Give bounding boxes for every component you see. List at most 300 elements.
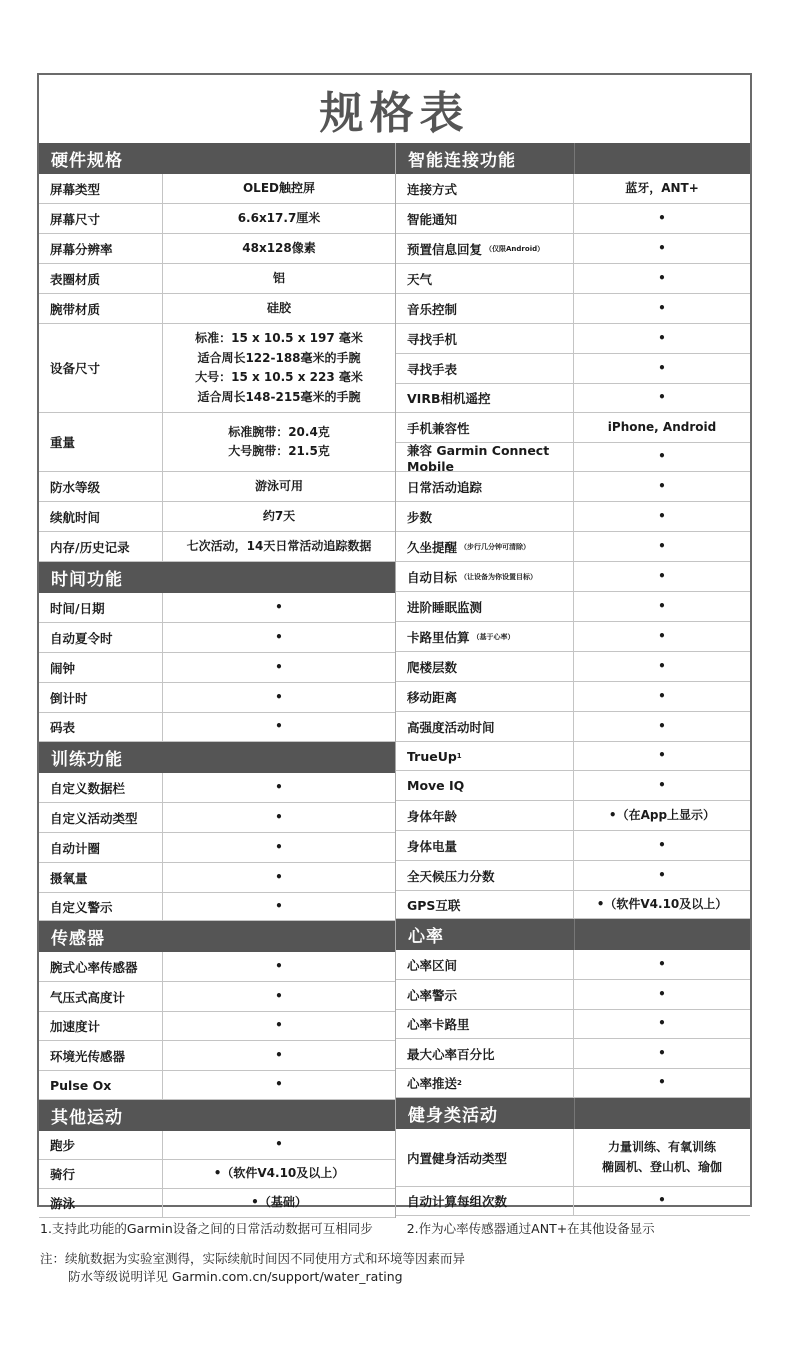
spec-value: [163, 893, 395, 920]
spec-row: [39, 713, 395, 742]
spec-value-lines: [195, 329, 363, 407]
spec-value: [574, 1187, 750, 1215]
spec-value: [574, 1010, 750, 1038]
spec-value-line: 标准腕带：20.4克: [228, 424, 330, 439]
supported-dot: •: [658, 688, 666, 703]
section-header: [39, 921, 395, 952]
spec-label-text: 腕带材质: [50, 301, 101, 317]
spec-row: [396, 950, 750, 980]
spec-row: [396, 384, 750, 413]
spec-value: [163, 1041, 395, 1070]
spec-value: [574, 354, 750, 383]
spec-row: [396, 294, 750, 324]
supported-dot: •: [658, 718, 666, 733]
supported-dot: •: [658, 478, 666, 493]
spec-row: [396, 652, 750, 682]
spec-value-text: •（在App上显示）: [608, 807, 716, 822]
spec-value: [574, 532, 750, 561]
spec-value-text: 48x128像素: [242, 240, 316, 255]
spec-label: [396, 801, 574, 830]
supported-dot: •: [275, 1137, 283, 1152]
spec-value: [574, 771, 750, 800]
spec-label: [39, 833, 163, 862]
spec-row: [39, 174, 395, 204]
spec-value: [163, 234, 395, 263]
header-divider: [574, 143, 575, 174]
spec-row: [396, 562, 750, 592]
spec-value: [163, 623, 395, 652]
spec-label-text: 重量: [50, 435, 76, 450]
spec-label: [396, 891, 574, 918]
spec-label: [39, 413, 163, 471]
spec-value: [574, 891, 750, 918]
spec-label: [396, 562, 574, 591]
supported-dot: •: [275, 898, 283, 913]
spec-value: [163, 532, 395, 561]
spec-label-text: 内置健身活动类型: [407, 1150, 508, 1166]
spec-row: [39, 294, 395, 324]
spec-row: [396, 1187, 750, 1216]
spec-label-text: 屏幕分辨率: [50, 241, 113, 257]
spec-label: [39, 623, 163, 652]
spec-row: [39, 502, 395, 532]
spec-label-text: 日常活动追踪: [407, 479, 483, 495]
spec-value: [163, 1131, 395, 1159]
spec-label-text: VIRB相机遥控: [407, 391, 491, 406]
supported-dot: •: [658, 240, 666, 255]
spec-label-text: 腕式心率传感器: [50, 959, 138, 975]
spec-label-text: 爬楼层数: [407, 659, 458, 675]
section-title: 时间功能: [51, 570, 123, 590]
spec-label-text: 加速度计: [50, 1019, 101, 1034]
spec-row: [39, 324, 395, 413]
spec-label-text: Pulse Ox: [50, 1077, 112, 1093]
spec-row: [39, 1131, 395, 1160]
spec-label-text: 闹钟: [50, 660, 76, 676]
supported-dot: •: [275, 659, 283, 674]
spec-row: [396, 801, 750, 831]
spec-value: [574, 622, 750, 651]
supported-dot: •: [658, 270, 666, 285]
spec-label: [396, 1187, 574, 1215]
spec-value: [574, 174, 750, 203]
spec-row: [396, 592, 750, 622]
spec-label: [396, 682, 574, 711]
supported-dot: •: [658, 568, 666, 583]
supported-dot: •: [658, 598, 666, 613]
supported-dot: •: [658, 300, 666, 315]
spec-label: [396, 442, 574, 474]
spec-label: [396, 413, 574, 442]
spec-label: [396, 264, 574, 293]
spec-label: [39, 324, 163, 412]
spec-value: [163, 683, 395, 712]
spec-label-text: 音乐控制: [407, 301, 458, 317]
spec-label-text: 屏幕尺寸: [50, 211, 101, 227]
spec-row: [39, 1160, 395, 1189]
spec-row: [396, 1039, 750, 1069]
spec-value: [163, 204, 395, 233]
spec-label: [396, 384, 574, 412]
spec-label-text: 高强度活动时间: [407, 719, 495, 735]
spec-label-text: 游泳: [50, 1196, 76, 1211]
spec-label: [39, 683, 163, 712]
spec-value: [163, 833, 395, 862]
section-header: [396, 1098, 750, 1129]
spec-label-text: 自定义数据栏: [50, 780, 126, 796]
supported-dot: •: [275, 839, 283, 854]
spec-value: [574, 652, 750, 681]
spec-row: [39, 653, 395, 683]
footnote-1: 1.支持此功能的Garmin设备之间的日常活动数据可互相同步: [40, 1221, 373, 1236]
spec-value: [574, 472, 750, 501]
supported-dot: •: [658, 658, 666, 673]
spec-label: [396, 1129, 574, 1186]
spec-row: [396, 472, 750, 502]
supported-dot: •: [275, 1047, 283, 1062]
spec-row: [39, 1189, 395, 1218]
spec-value: [574, 831, 750, 860]
spec-label: [39, 472, 163, 501]
spec-row: [39, 623, 395, 653]
supported-dot: •: [658, 360, 666, 375]
spec-label: [39, 803, 163, 832]
spec-value: [163, 863, 395, 892]
spec-label: [39, 982, 163, 1011]
section-header: [39, 143, 395, 174]
spec-row: [39, 893, 395, 921]
spec-value-text: 6.6x17.7厘米: [237, 210, 321, 225]
spec-value-line: 标准：15 x 10.5 x 197 毫米: [195, 331, 363, 345]
spec-row: [39, 593, 395, 623]
spec-label-text: 环境光传感器: [50, 1048, 126, 1064]
spec-label-text: 连接方式: [407, 181, 458, 197]
spec-value-lines: [602, 1138, 722, 1177]
spec-label: [396, 771, 574, 800]
spec-label-text: 倒计时: [50, 690, 88, 706]
spec-value-text: •（软件V4.10及以上）: [213, 1166, 345, 1181]
spec-row: [39, 413, 395, 472]
spec-label: [39, 653, 163, 682]
spec-value: [163, 502, 395, 531]
spec-value: [574, 294, 750, 323]
footnote-marker: 2: [457, 1079, 462, 1087]
spec-value: [163, 982, 395, 1011]
spec-value: [163, 653, 395, 682]
note-water: 防水等级说明详见 Garmin.com.cn/support/water_rating: [68, 1269, 403, 1284]
spec-label: [39, 502, 163, 531]
header-divider: [574, 1098, 575, 1129]
spec-row: [396, 861, 750, 891]
spec-label-text: 摄氧量: [50, 870, 88, 886]
spec-row: [396, 891, 750, 919]
section-title: 其他运动: [51, 1108, 123, 1128]
spec-label-text: 表圈材质: [50, 271, 101, 287]
section-title: 传感器: [51, 929, 105, 949]
spec-row: [396, 622, 750, 652]
spec-label-note: （让设备为你设置目标）: [460, 572, 538, 581]
spec-value: [574, 861, 750, 890]
spec-label: [396, 592, 574, 621]
spec-label: [396, 502, 574, 531]
spec-row: [39, 833, 395, 863]
footnotes: [40, 1220, 760, 1286]
spec-value: [163, 713, 395, 741]
spec-row: [396, 712, 750, 742]
spec-label: [39, 713, 163, 741]
spec-label: [39, 1131, 163, 1159]
spec-value-line: 适合周长122-188毫米的手腕: [197, 350, 361, 365]
supported-dot: •: [658, 777, 666, 792]
spec-value-text: 硅胶: [266, 300, 291, 315]
spec-row: [39, 982, 395, 1012]
spec-label-text: 防水等级: [50, 479, 101, 495]
spec-label: [396, 204, 574, 233]
section-title: 硬件规格: [51, 151, 123, 171]
spec-label: [396, 472, 574, 501]
spec-value: [163, 264, 395, 293]
spec-label-text: 设备尺寸: [50, 361, 101, 376]
spec-row: [396, 1069, 750, 1098]
supported-dot: •: [275, 869, 283, 884]
supported-dot: •: [658, 330, 666, 345]
spec-value-text: 约7天: [262, 508, 296, 523]
supported-dot: •: [275, 809, 283, 824]
section-header: [39, 562, 395, 593]
spec-value: [163, 1160, 395, 1188]
spec-row: [39, 1012, 395, 1041]
spec-value-text: •（软件V4.10及以上）: [596, 896, 728, 911]
spec-row: [39, 863, 395, 893]
spec-value-text: •（基础）: [251, 1195, 307, 1210]
spec-row: [396, 204, 750, 234]
supported-dot: •: [275, 599, 283, 614]
section-title: 健身类活动: [408, 1106, 498, 1126]
spec-row: [396, 443, 750, 472]
spec-label: [39, 952, 163, 981]
supported-dot: •: [275, 958, 283, 973]
spec-label: [396, 532, 574, 561]
spec-label-text: 码表: [50, 720, 76, 735]
section-title: 心率: [408, 927, 444, 947]
spec-row: [39, 234, 395, 264]
spec-value: [163, 1189, 395, 1217]
spec-label-text: 卡路里估算: [407, 629, 470, 645]
header-divider: [574, 919, 575, 950]
supported-dot: •: [658, 1045, 666, 1060]
footnote-2: 2.作为心率传感器通过ANT+在其他设备显示: [406, 1221, 655, 1236]
spec-label-text: 屏幕类型: [50, 181, 101, 197]
spec-value: [574, 950, 750, 979]
spec-row: [39, 683, 395, 713]
spec-value: [574, 413, 750, 442]
spec-label-text: 寻找手表: [407, 361, 458, 377]
spec-value-line: 力量训练、有氧训练: [607, 1140, 716, 1154]
spec-label: [396, 354, 574, 383]
spec-value: [163, 413, 395, 471]
spec-value: [574, 204, 750, 233]
spec-value: [574, 592, 750, 621]
spec-label: [39, 294, 163, 323]
spec-row: [396, 174, 750, 204]
spec-row: [396, 1010, 750, 1039]
spec-label-text: 兼容 Garmin Connect Mobile: [407, 442, 550, 474]
spec-value: [574, 1129, 750, 1186]
spec-label-text: 最大心率百分比: [407, 1046, 495, 1062]
spec-row: [396, 682, 750, 712]
spec-row: [396, 771, 750, 801]
supported-dot: •: [275, 689, 283, 704]
spec-value: [163, 803, 395, 832]
spec-value-line: 适合周长148-215毫米的手腕: [197, 389, 361, 404]
spec-row: [396, 234, 750, 264]
spec-label: [39, 204, 163, 233]
spec-value: [163, 1071, 395, 1099]
supported-dot: •: [658, 748, 666, 763]
footnote-marker: 1: [456, 752, 462, 760]
spec-label-text: 步数: [407, 509, 433, 525]
spec-label: [396, 861, 574, 890]
spec-value: [574, 264, 750, 293]
spec-row: [39, 952, 395, 982]
spec-row: [39, 204, 395, 234]
spec-label: [39, 1041, 163, 1070]
supported-dot: •: [658, 449, 666, 464]
spec-value-text: OLED触控屏: [242, 180, 315, 195]
spec-label: [396, 174, 574, 203]
spec-label-text: 天气: [407, 271, 433, 287]
supported-dot: •: [658, 1016, 666, 1031]
spec-label-text: 跑步: [50, 1138, 76, 1153]
spec-label-text: 自定义活动类型: [50, 810, 138, 826]
spec-value: [163, 952, 395, 981]
supported-dot: •: [658, 1075, 666, 1090]
spec-value: [574, 324, 750, 353]
spec-label: [396, 742, 574, 770]
supported-dot: •: [275, 779, 283, 794]
spec-label: [39, 174, 163, 203]
spec-row: [396, 532, 750, 562]
spec-label: [396, 980, 574, 1009]
spec-label-text: 自动计算每组次数: [407, 1194, 508, 1209]
spec-label: [39, 863, 163, 892]
spec-value-line: 大号：15 x 10.5 x 223 毫米: [195, 370, 363, 384]
spec-value: [574, 562, 750, 591]
spec-value-text: 游泳可用: [254, 478, 303, 493]
spec-label: [396, 324, 574, 353]
supported-dot: •: [658, 538, 666, 553]
spec-label: [39, 234, 163, 263]
spec-label-text: 内存/历史记录: [50, 539, 130, 555]
spec-row: [396, 742, 750, 771]
spec-label-note: （步行几分钟可清除）: [460, 542, 531, 551]
spec-value-line: 大号腕带：21.5克: [228, 444, 330, 458]
spec-label-note: （仅限Android）: [485, 244, 545, 253]
spec-label-text: 自动目标: [407, 569, 458, 585]
spec-value: [574, 384, 750, 412]
spec-value: [574, 712, 750, 741]
spec-label-text: Move IQ: [407, 778, 465, 793]
spec-label-text: 自动计圈: [50, 840, 101, 856]
spec-value: [574, 1069, 750, 1097]
spec-row: [396, 264, 750, 294]
supported-dot: •: [658, 210, 666, 225]
spec-label: [396, 712, 574, 741]
section-header: [396, 143, 750, 174]
spec-label-text: 心率卡路里: [407, 1017, 470, 1032]
spec-label-text: 全天候压力分数: [407, 868, 495, 884]
spec-row: [39, 472, 395, 502]
spec-label: [396, 652, 574, 681]
spec-value: [163, 174, 395, 203]
spec-value: [574, 682, 750, 711]
spec-label-text: 智能通知: [407, 211, 458, 227]
section-header: [39, 1100, 395, 1131]
spec-label-text: 自定义警示: [50, 899, 113, 915]
supported-dot: •: [658, 837, 666, 852]
spec-label-text: 久坐提醒: [407, 539, 458, 555]
spec-label-text: 手机兼容性: [407, 420, 470, 436]
page-title: 规格表: [319, 88, 470, 139]
spec-value: [163, 773, 395, 802]
section-header: [39, 742, 395, 773]
spec-value: [574, 742, 750, 770]
spec-value-text: 蓝牙，ANT+: [625, 180, 699, 195]
spec-label: [396, 831, 574, 860]
spec-label: [39, 1012, 163, 1040]
spec-label-note: （基于心率）: [472, 632, 515, 641]
spec-value-line: 椭圆机、登山机、瑜伽: [601, 1159, 722, 1174]
spec-value: [574, 443, 750, 471]
spec-row: [396, 831, 750, 861]
spec-label-text: 心率推送: [407, 1076, 458, 1091]
supported-dot: •: [658, 628, 666, 643]
spec-row: [396, 502, 750, 532]
spec-label-text: 时间/日期: [50, 600, 105, 616]
spec-label: [39, 773, 163, 802]
spec-label-text: 进阶睡眠监测: [407, 599, 483, 615]
spec-label-text: 预置信息回复: [407, 241, 483, 257]
spec-label: [39, 1160, 163, 1188]
spec-value: [163, 593, 395, 622]
supported-dot: •: [275, 988, 283, 1003]
supported-dot: •: [275, 629, 283, 644]
spec-label: [396, 950, 574, 979]
spec-value: [574, 980, 750, 1009]
supported-dot: •: [658, 867, 666, 882]
note-battery: 注：续航数据为实验室测得，实际续航时间因不同使用方式和环境等因素而异: [40, 1251, 466, 1266]
spec-row: [396, 324, 750, 354]
spec-row: [39, 1041, 395, 1071]
section-title: 智能连接功能: [408, 151, 516, 171]
spec-label-text: TrueUp: [407, 748, 457, 764]
spec-sheet: [37, 73, 752, 1211]
spec-value-text: 铝: [272, 270, 285, 285]
spec-value: [163, 294, 395, 323]
spec-value: [163, 1012, 395, 1040]
supported-dot: •: [275, 1077, 283, 1092]
spec-row: [396, 354, 750, 384]
spec-row: [396, 1129, 750, 1187]
spec-value-text: iPhone, Android: [607, 419, 717, 434]
spec-label: [396, 1039, 574, 1068]
spec-label: [396, 234, 574, 263]
spec-label: [396, 622, 574, 651]
spec-label: [39, 593, 163, 622]
footnote-row: [40, 1220, 760, 1238]
spec-value: [574, 502, 750, 531]
spec-value: [574, 801, 750, 830]
